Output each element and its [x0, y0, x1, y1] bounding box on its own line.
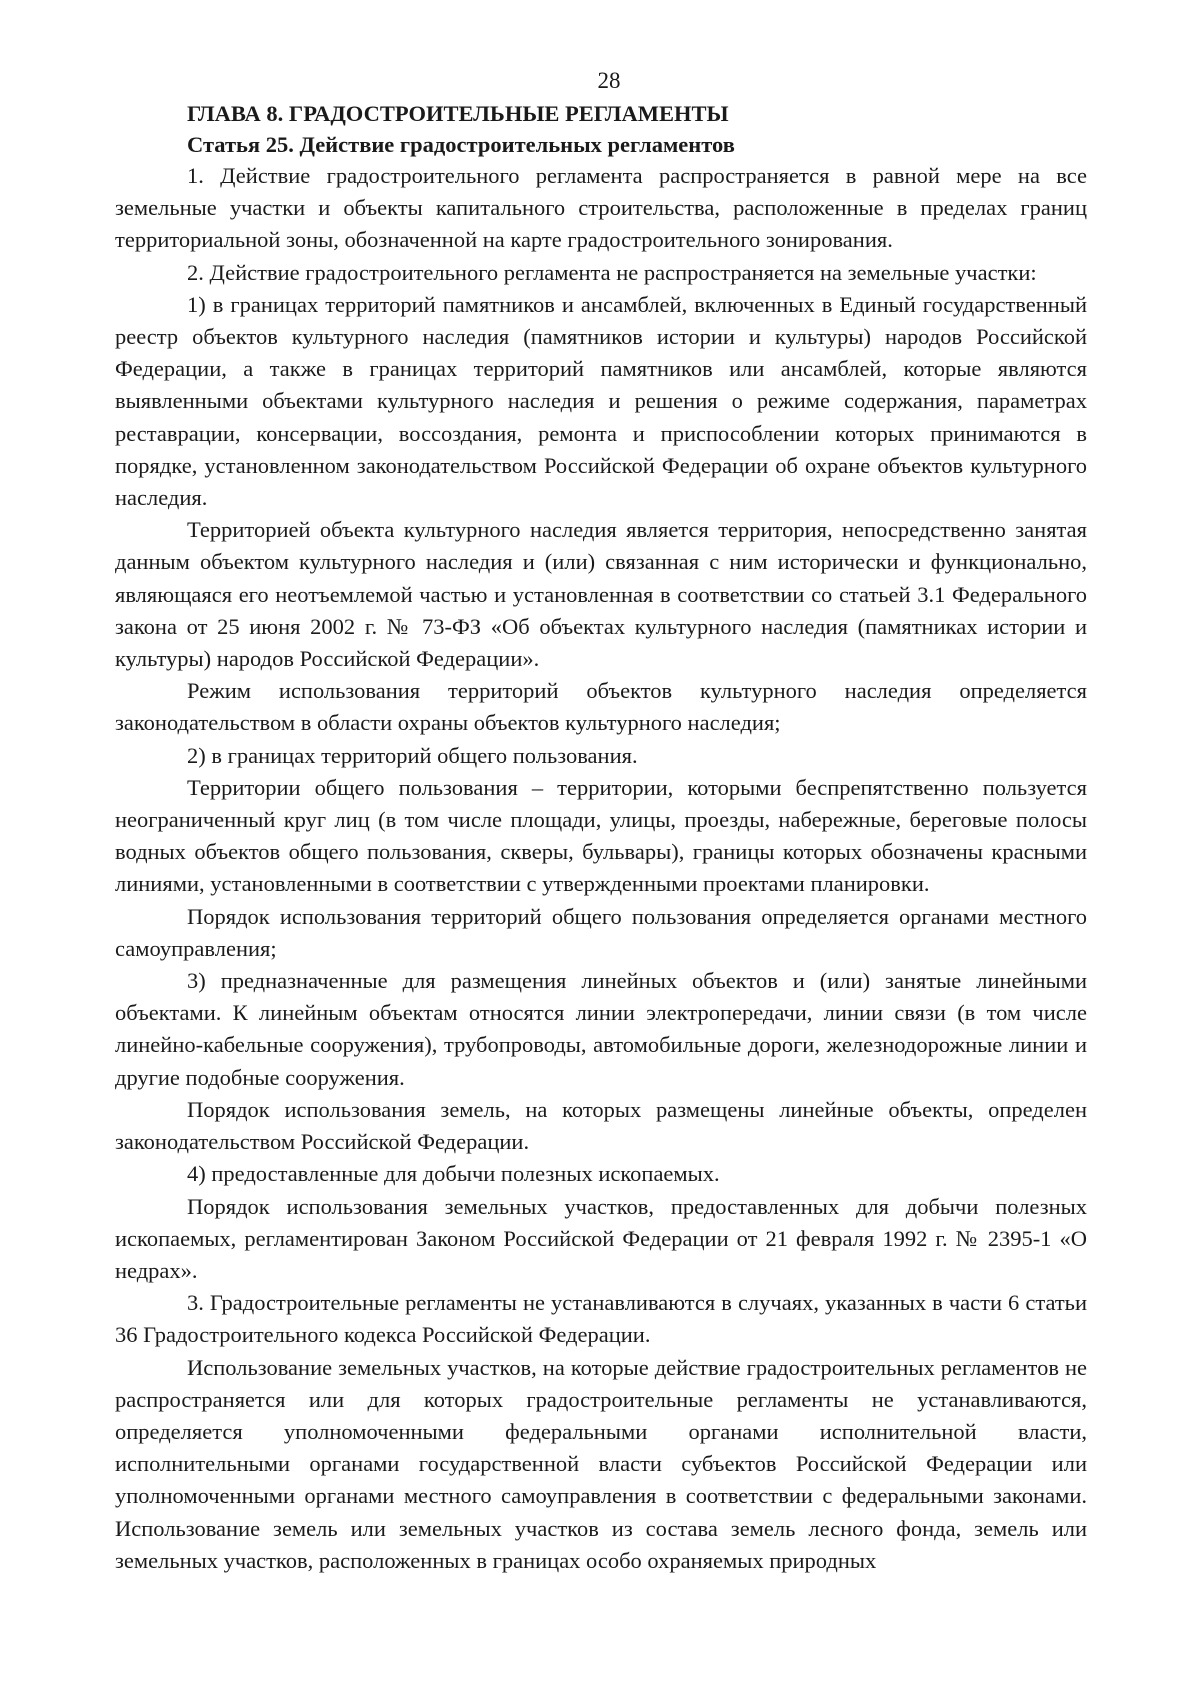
paragraph: 4) предоставленные для добычи полезных ископаемых.	[187, 1161, 720, 1187]
paragraph: 3. Градостроительные регламенты не устанавливаются в случаях, указанных в части 6 статьи 36 Градостроительного кодекса Российской Федерации.	[115, 1290, 1087, 1348]
paragraph: Режим использования территорий объектов культурного наследия определяется законодательством в области охраны объектов культурного наследия;	[115, 678, 1087, 736]
paragraph: 1) в границах территорий памятников и ансамблей, включенных в Единый государственный реестр объектов культурного наследия (памятников истории и культуры) народов Российской Федерации, а также в границах территорий памятников или ансамблей, которые являются выявленными объектами культурного наследия и решения о режиме содержания, параметрах реставрации, консервации, воссоздания, ремонта и приспособлении которых принимаются в порядке, установленном законодательством Российской Федерации об охране объектов культурного наследия.	[115, 291, 1087, 511]
paragraph: 3) предназначенные для размещения линейных объектов и (или) занятые линейными объектами. К линейным объектам относятся линии электропередачи, линии связи (в том числе линейно-кабельные сооружения), трубопроводы, автомобильные дороги, железнодорожные линии и другие подобные сооружения.	[115, 968, 1087, 1090]
paragraph: 1. Действие градостроительного регламента распространяется в равной мере на все земельные участки и объекты капитального строительства, расположенные в пределах границ территориальной зоны, обозначенной на карте градостроительного зонирования.	[115, 163, 1087, 253]
paragraph: Использование земельных участков, на которые действие градостроительных регламентов не распространяется или для которых градостроительные регламенты не устанавливаются, определяется уполномоченными федеральными органами исполнительной власти, исполнительными органами государственной власти субъектов Российской Федерации или уполномоченными органами местного самоуправления в соответствии с федеральными законами. Использование земель или земельных участков из состава земель лесного фонда, земель или земельных участков, расположенных в границах особо охраняемых природных	[115, 1354, 1087, 1573]
chapter-title: ГЛАВА 8. ГРАДОСТРОИТЕЛЬНЫЕ РЕГЛАМЕНТЫ	[187, 101, 729, 126]
paragraph: Территории общего пользования – территории, которыми беспрепятственно пользуется неограниченный круг лиц (в том числе площади, улицы, проезды, набережные, береговые полосы водных объектов общего пользования, скверы, бульвары), границы которых обозначены красными линиями, установленными в соответствии с утвержденными проектами планировки.	[115, 774, 1087, 897]
paragraph: Порядок использования земельных участков, предоставленных для добычи полезных ископаемых, регламентирован Законом Российской Федерации от 21 февраля 1992 г. № 2395-1 «О недрах».	[115, 1193, 1087, 1283]
paragraph: 2) в границах территорий общего пользования.	[187, 742, 638, 768]
article-title: Статья 25. Действие градостроительных регламентов	[187, 132, 735, 157]
paragraph: Порядок использования земель, на которых размещены линейные объекты, определен законодательством Российской Федерации.	[115, 1096, 1087, 1155]
paragraph: Территорией объекта культурного наследия является территория, непосредственно занятая данным объектом культурного наследия и (или) связанная с ним исторически и функционально, являющаяся его неотъемлемой частью и установленная в соответствии со статьей 3.1 Федерального закона от 25 июня 2002 г. № 73-ФЗ «Об объектах культурного наследия (памятниках истории и культуры) народов Российской Федерации».	[115, 517, 1087, 672]
document-body	[115, 160, 1087, 1577]
page-number: 28	[597, 68, 621, 93]
document-page	[115, 66, 1087, 1577]
paragraph: Порядок использования территорий общего пользования определяется органами местного самоуправления;	[115, 903, 1087, 961]
paragraph: 2. Действие градостроительного регламента не распространяется на земельные участки:	[187, 259, 1037, 285]
